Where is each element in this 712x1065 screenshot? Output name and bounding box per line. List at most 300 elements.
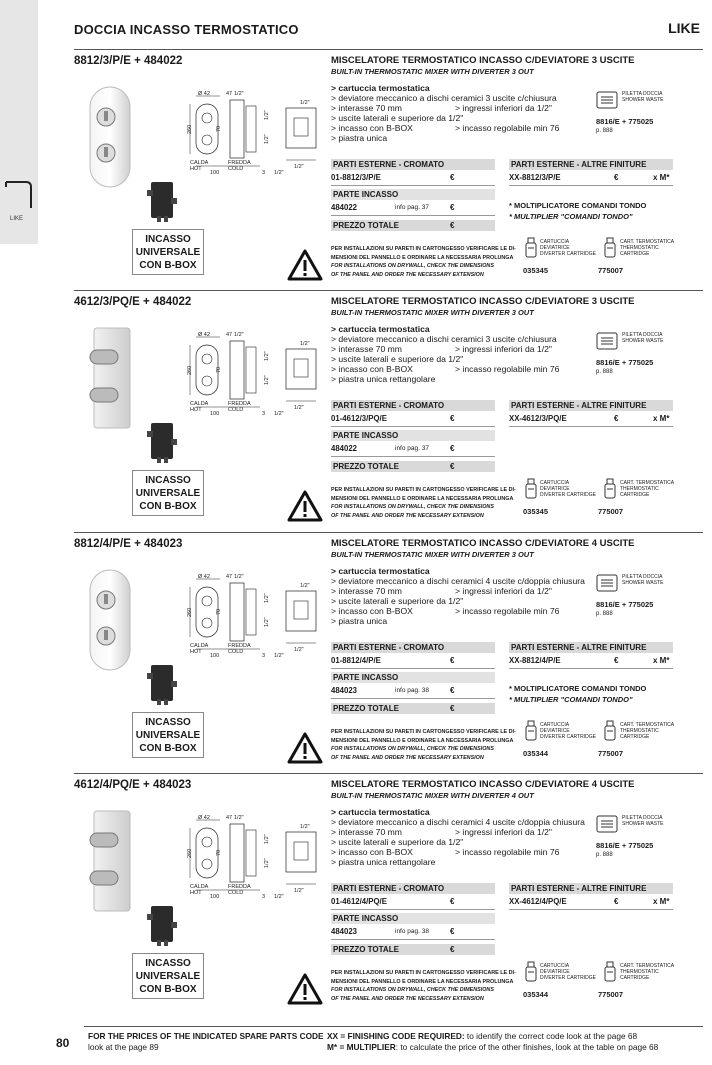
multiplier-note-en: * MULTIPLIER "COMANDI TONDO": [509, 695, 633, 704]
svg-text:3: 3: [262, 170, 266, 176]
other-finishes-code: XX-8812/3/P/E: [509, 173, 561, 182]
box-line: CON B-BOX: [139, 260, 197, 271]
underline: [331, 909, 495, 910]
product-title: MISCELATORE TERMOSTATICO INCASSO C/DEVIATORE 4 USCITE: [331, 538, 635, 549]
feature-item: > ingressi inferiori da 1/2": [455, 344, 552, 354]
underline: [509, 185, 673, 186]
technical-drawing: [187, 573, 324, 665]
cartridge-label-line: DEVIATRICE: [540, 969, 570, 975]
feature-item: > incasso regolabile min 76: [455, 847, 560, 857]
cartridge-label-line: CARTUCCIA: [540, 963, 570, 969]
drywall-warning: [331, 486, 516, 520]
euro-sign: €: [614, 656, 619, 665]
thermostatic-cartridge-icon: [604, 720, 616, 747]
box-line: INCASSO: [145, 717, 191, 728]
chrome-header: PARTI ESTERNE - CROMATO: [331, 642, 495, 653]
incasso-universale-label: [132, 229, 204, 275]
waste-label-line: PILETTA DOCCIA: [622, 815, 663, 821]
svg-text:1/2": 1/2": [300, 341, 310, 347]
thermostatic-cartridge-code: 775007: [598, 266, 624, 275]
cartridge-label-line: CART. TERMOSTATICA: [620, 963, 675, 969]
svg-text:FREDDA: FREDDA: [228, 643, 251, 649]
underline: [509, 909, 673, 910]
svg-text:1/2": 1/2": [264, 858, 270, 868]
svg-text:3: 3: [262, 894, 266, 900]
svg-text:260: 260: [187, 124, 193, 134]
warning-icon: [287, 490, 323, 527]
feature-item: > interasse 70 mm: [331, 103, 402, 113]
warning-line: FOR INSTALLATIONS ON DRYWALL, CHECK THE DIMENSIONS: [331, 746, 494, 752]
warning-line: FOR INSTALLATIONS ON DRYWALL, CHECK THE DIMENSIONS: [331, 987, 494, 993]
feature-item: > piastra unica: [331, 616, 388, 626]
other-finishes-header: PARTI ESTERNE - ALTRE FINITURE: [509, 400, 673, 411]
svg-text:FREDDA: FREDDA: [228, 160, 251, 166]
total-price-label: PREZZO TOTALE: [331, 220, 495, 231]
box-line: UNIVERSALE: [135, 730, 201, 741]
cartridge-label-line: CART. TERMOSTATICA: [620, 239, 675, 245]
feature-item: > incasso con B-BOX: [331, 364, 413, 374]
info-page: [395, 928, 429, 935]
diverter-cartridge-icon: [525, 237, 537, 264]
underline: [331, 698, 495, 699]
shower-waste-icon: [596, 574, 618, 597]
footer-left-regular: look at the page 89: [88, 1042, 159, 1052]
footer-xx-bold: XX = FINISHING CODE REQUIRED:: [327, 1031, 465, 1041]
euro-sign: €: [450, 704, 455, 713]
cartridge-label-line: DIVERTER CARTRIDGE: [540, 251, 596, 257]
incasso-code: 484023: [331, 686, 358, 695]
diverter-cartridge-code: 035344: [523, 990, 549, 999]
svg-text:CALDA: CALDA: [190, 643, 209, 649]
b-box-image: [147, 421, 177, 463]
shower-waste-label: [622, 815, 663, 827]
info-page: [395, 445, 429, 452]
euro-sign: €: [450, 462, 455, 471]
svg-text:47: 47: [226, 91, 233, 97]
technical-drawing: [187, 814, 324, 906]
shower-waste-page: p. 888: [596, 852, 613, 858]
svg-text:260: 260: [187, 848, 193, 858]
product-subtitle: BUILT-IN THERMOSTATIC MIXER WITH DIVERTER 3 OUT: [331, 550, 534, 559]
drywall-warning: [331, 969, 516, 1003]
cartridge-label-line: CARTUCCIA: [540, 239, 570, 245]
svg-text:FREDDA: FREDDA: [228, 401, 251, 407]
section-divider: [74, 773, 703, 774]
warning-line: MENSIONI DEL PANNELLO E ORDINARE LA NECESSARIA PROLUNGA: [331, 737, 514, 744]
incasso-code: 484023: [331, 927, 358, 936]
product-title: MISCELATORE TERMOSTATICO INCASSO C/DEVIATORE 4 USCITE: [331, 779, 635, 790]
feature-item: > incasso con B-BOX: [331, 123, 413, 133]
cartridge-label-line: DEVIATRICE: [540, 245, 570, 251]
footer-spare-parts-note: [88, 1031, 324, 1053]
svg-text:3: 3: [262, 653, 266, 659]
product-title: MISCELATORE TERMOSTATICO INCASSO C/DEVIATORE 3 USCITE: [331, 55, 635, 66]
diverter-cartridge-label: [540, 722, 596, 740]
svg-text:1/2": 1/2": [294, 888, 304, 894]
cartridge-label-line: CART. TERMOSTATICA: [620, 722, 675, 728]
svg-text:100: 100: [210, 653, 220, 659]
svg-text:Ø 42: Ø 42: [198, 332, 210, 338]
warning-line: OF THE PANEL AND ORDER THE NECESSARY EXTENSION: [331, 512, 484, 519]
warning-line: FOR INSTALLATIONS ON DRYWALL, CHECK THE DIMENSIONS: [331, 263, 494, 269]
chrome-header: PARTI ESTERNE - CROMATO: [331, 159, 495, 170]
feature-item: > deviatore meccanico a dischi ceramici 3 uscite c/chiusura: [331, 93, 557, 103]
svg-text:Ø 42: Ø 42: [198, 91, 210, 97]
shower-waste-code: 8816/E + 775025: [596, 117, 654, 126]
incasso-header: PARTE INCASSO: [331, 189, 495, 200]
svg-text:COLD: COLD: [228, 649, 244, 655]
warning-line: PER INSTALLAZIONI SU PARETI IN CARTONGESSO VERIFICARE LE DI-: [331, 970, 516, 976]
box-line: INCASSO: [145, 234, 191, 245]
box-line: CON B-BOX: [139, 501, 197, 512]
brand-name: LIKE: [668, 20, 700, 36]
footer-divider: [84, 1026, 703, 1027]
info-page-number: 37: [421, 445, 429, 452]
feature-item: > deviatore meccanico a dischi ceramici 3 uscite c/chiusura: [331, 334, 557, 344]
chrome-code: 01-4612/4/PQ/E: [331, 897, 387, 906]
cartridge-label-line: DIVERTER CARTRIDGE: [540, 492, 596, 498]
info-page-number: 37: [421, 204, 429, 211]
cartridge-label-line: THERMOSTATIC: [620, 728, 659, 734]
drywall-warning: [331, 245, 516, 279]
product-code: 8812/4/P/E + 484023: [74, 538, 183, 550]
warning-line: MENSIONI DEL PANNELLO E ORDINARE LA NECESSARIA PROLUNGA: [331, 495, 514, 502]
feature-item: > piastra unica: [331, 133, 388, 143]
svg-text:70: 70: [216, 125, 222, 132]
svg-text:47: 47: [226, 574, 233, 580]
underline: [331, 215, 495, 216]
sidebar-label: LIKE: [10, 216, 24, 222]
euro-sign: €: [450, 686, 455, 695]
rectangular-mixer-image: [84, 326, 140, 432]
other-finishes-header: PARTI ESTERNE - ALTRE FINITURE: [509, 883, 673, 894]
product-section: [0, 296, 712, 536]
euro-sign: €: [614, 414, 619, 423]
product-section: [0, 779, 712, 1019]
svg-text:HOT: HOT: [190, 890, 202, 896]
round-mixer-image: [84, 85, 140, 191]
svg-text:Ø 42: Ø 42: [198, 815, 210, 821]
multiplier: x M*: [653, 173, 670, 182]
svg-text:1/2": 1/2": [264, 375, 270, 385]
feature-item: > uscite laterali e superiore da 1/2": [331, 837, 464, 847]
underline: [509, 426, 673, 427]
euro-sign: €: [450, 173, 455, 182]
svg-text:HOT: HOT: [190, 166, 202, 172]
product-subtitle: BUILT-IN THERMOSTATIC MIXER WITH DIVERTER 4 OUT: [331, 791, 534, 800]
warning-line: OF THE PANEL AND ORDER THE NECESSARY EXTENSION: [331, 754, 484, 761]
footer-m-regular: : to calculate the price of the other finishes, look at the table on page 68: [395, 1042, 659, 1052]
feature-item: > deviatore meccanico a dischi ceramici 4 uscite c/doppia chiusura: [331, 817, 585, 827]
svg-text:1/2": 1/2": [264, 110, 270, 120]
svg-text:1/2": 1/2": [234, 91, 244, 97]
incasso-universale-label: [132, 953, 204, 999]
cartridge-label-line: THERMOSTATIC: [620, 969, 659, 975]
footer-m-bold: M* = MULTIPLIER: [327, 1042, 396, 1052]
underline: [509, 668, 673, 669]
waste-label-line: PILETTA DOCCIA: [622, 91, 663, 97]
euro-sign: €: [614, 897, 619, 906]
feature-item: > ingressi inferiori da 1/2": [455, 827, 552, 837]
diverter-cartridge-code: 035344: [523, 749, 549, 758]
svg-text:260: 260: [187, 607, 193, 617]
box-line: CON B-BOX: [139, 984, 197, 995]
info-page-number: 38: [421, 687, 429, 694]
thermostatic-cartridge-label: [620, 963, 674, 981]
feature-item: > incasso regolabile min 76: [455, 364, 560, 374]
incasso-header: PARTE INCASSO: [331, 672, 495, 683]
waste-label-line: PILETTA DOCCIA: [622, 332, 663, 338]
cartridge-label-line: CART. TERMOSTATICA: [620, 480, 675, 486]
section-divider: [74, 290, 703, 291]
section-divider: [74, 532, 703, 533]
info-page-number: 38: [421, 928, 429, 935]
page-title: DOCCIA INCASSO TERMOSTATICO: [74, 22, 299, 37]
product-title: MISCELATORE TERMOSTATICO INCASSO C/DEVIATORE 3 USCITE: [331, 296, 635, 307]
multiplier: x M*: [653, 656, 670, 665]
technical-drawing: [187, 331, 324, 423]
cartridge-label-line: CARTRIDGE: [620, 251, 650, 257]
svg-text:1/2": 1/2": [274, 894, 284, 900]
chrome-header: PARTI ESTERNE - CROMATO: [331, 883, 495, 894]
warning-line: OF THE PANEL AND ORDER THE NECESSARY EXTENSION: [331, 271, 484, 278]
chrome-header: PARTI ESTERNE - CROMATO: [331, 400, 495, 411]
waste-label-line: SHOWER WASTE: [622, 97, 664, 103]
box-line: UNIVERSALE: [135, 488, 201, 499]
total-price-label: PREZZO TOTALE: [331, 461, 495, 472]
svg-text:100: 100: [210, 411, 220, 417]
page-number: 80: [56, 1036, 70, 1050]
product-subtitle: BUILT-IN THERMOSTATIC MIXER WITH DIVERTER 3 OUT: [331, 308, 534, 317]
warning-icon: [287, 249, 323, 286]
diverter-cartridge-label: [540, 239, 596, 257]
shower-waste-code: 8816/E + 775025: [596, 358, 654, 367]
feature-item: > deviatore meccanico a dischi ceramici 4 uscite c/doppia chiusura: [331, 576, 585, 586]
svg-text:1/2": 1/2": [264, 134, 270, 144]
svg-text:260: 260: [187, 365, 193, 375]
svg-text:47: 47: [226, 815, 233, 821]
feature-item: > uscite laterali e superiore da 1/2": [331, 113, 464, 123]
info-prefix: info pag.: [395, 445, 420, 452]
shower-waste-code: 8816/E + 775025: [596, 600, 654, 609]
diverter-cartridge-code: 035345: [523, 507, 549, 516]
feature-item: > incasso con B-BOX: [331, 606, 413, 616]
info-prefix: info pag.: [395, 204, 420, 211]
cartridge-label-line: CARTRIDGE: [620, 492, 650, 498]
underline: [331, 426, 495, 427]
feature-item: > cartuccia termostatica: [331, 566, 430, 576]
underline: [331, 939, 495, 940]
svg-text:47: 47: [226, 332, 233, 338]
incasso-universale-label: [132, 712, 204, 758]
chrome-code: 01-4612/3/PQ/E: [331, 414, 387, 423]
svg-text:1/2": 1/2": [300, 100, 310, 106]
svg-text:COLD: COLD: [228, 407, 244, 413]
info-prefix: info pag.: [395, 687, 420, 694]
svg-text:1/2": 1/2": [294, 405, 304, 411]
svg-text:1/2": 1/2": [234, 815, 244, 821]
diverter-cartridge-icon: [525, 961, 537, 988]
warning-line: MENSIONI DEL PANNELLO E ORDINARE LA NECESSARIA PROLUNGA: [331, 978, 514, 985]
box-line: INCASSO: [145, 475, 191, 486]
incasso-header: PARTE INCASSO: [331, 430, 495, 441]
svg-text:1/2": 1/2": [300, 583, 310, 589]
euro-sign: €: [614, 173, 619, 182]
euro-sign: €: [450, 221, 455, 230]
warning-line: FOR INSTALLATIONS ON DRYWALL, CHECK THE DIMENSIONS: [331, 504, 494, 510]
cartridge-label-line: CARTRIDGE: [620, 734, 650, 740]
svg-text:1/2": 1/2": [274, 170, 284, 176]
footer-legend: [327, 1031, 658, 1053]
box-line: UNIVERSALE: [135, 971, 201, 982]
svg-text:1/2": 1/2": [234, 574, 244, 580]
feature-item: > incasso regolabile min 76: [455, 123, 560, 133]
underline: [331, 456, 495, 457]
warning-line: MENSIONI DEL PANNELLO E ORDINARE LA NECESSARIA PROLUNGA: [331, 254, 514, 261]
chrome-code: 01-8812/4/P/E: [331, 656, 381, 665]
warning-line: PER INSTALLAZIONI SU PARETI IN CARTONGESSO VERIFICARE LE DI-: [331, 487, 516, 493]
waste-label-line: PILETTA DOCCIA: [622, 574, 663, 580]
diverter-cartridge-label: [540, 480, 596, 498]
waste-label-line: SHOWER WASTE: [622, 821, 664, 827]
cartridge-label-line: CARTUCCIA: [540, 722, 570, 728]
multiplier-note-it: * MOLTIPLICATORE COMANDI TONDO: [509, 684, 647, 693]
product-code: 4612/3/PQ/E + 484022: [74, 296, 192, 308]
cartridge-label-line: THERMOSTATIC: [620, 486, 659, 492]
warning-line: PER INSTALLAZIONI SU PARETI IN CARTONGESSO VERIFICARE LE DI-: [331, 246, 516, 252]
thermostatic-cartridge-label: [620, 239, 674, 257]
svg-text:3: 3: [262, 411, 266, 417]
euro-sign: €: [450, 444, 455, 453]
product-code: 4612/4/PQ/E + 484023: [74, 779, 192, 791]
feature-item: > uscite laterali e superiore da 1/2": [331, 596, 464, 606]
feature-item: > incasso regolabile min 76: [455, 606, 560, 616]
svg-text:1/2": 1/2": [264, 617, 270, 627]
b-box-image: [147, 904, 177, 946]
footer-left-bold: FOR THE PRICES OF THE INDICATED SPARE PARTS CODE: [88, 1031, 324, 1041]
svg-text:HOT: HOT: [190, 649, 202, 655]
warning-icon: [287, 973, 323, 1010]
svg-text:COLD: COLD: [228, 166, 244, 172]
diverter-cartridge-code: 035345: [523, 266, 549, 275]
box-line: UNIVERSALE: [135, 247, 201, 258]
shower-waste-code: 8816/E + 775025: [596, 841, 654, 850]
thermostatic-cartridge-icon: [604, 961, 616, 988]
shower-waste-page: p. 888: [596, 611, 613, 617]
waste-label-line: SHOWER WASTE: [622, 580, 664, 586]
other-finishes-header: PARTI ESTERNE - ALTRE FINITURE: [509, 642, 673, 653]
shower-waste-icon: [596, 332, 618, 355]
shower-waste-page: p. 888: [596, 128, 613, 134]
cartridge-label-line: DEVIATRICE: [540, 486, 570, 492]
incasso-code: 484022: [331, 444, 358, 453]
svg-text:COLD: COLD: [228, 890, 244, 896]
svg-text:1/2": 1/2": [274, 653, 284, 659]
thermostatic-cartridge-code: 775007: [598, 749, 624, 758]
other-finishes-code: XX-4612/3/PQ/E: [509, 414, 567, 423]
cartridge-label-line: DIVERTER CARTRIDGE: [540, 975, 596, 981]
product-section: [0, 538, 712, 778]
shower-waste-label: [622, 332, 663, 344]
product-section: [0, 55, 712, 295]
thermostatic-cartridge-icon: [604, 237, 616, 264]
feature-item: > interasse 70 mm: [331, 344, 402, 354]
product-code: 8812/3/P/E + 484022: [74, 55, 183, 67]
thermostatic-cartridge-icon: [604, 478, 616, 505]
svg-text:1/2": 1/2": [234, 332, 244, 338]
svg-text:1/2": 1/2": [264, 593, 270, 603]
svg-text:FREDDA: FREDDA: [228, 884, 251, 890]
other-finishes-header: PARTI ESTERNE - ALTRE FINITURE: [509, 159, 673, 170]
shower-waste-page: p. 888: [596, 369, 613, 375]
technical-drawing: [187, 90, 324, 182]
multiplier-note-it: * MOLTIPLICATORE COMANDI TONDO: [509, 201, 647, 210]
euro-sign: €: [450, 945, 455, 954]
euro-sign: €: [450, 203, 455, 212]
svg-text:100: 100: [210, 170, 220, 176]
waste-label-line: SHOWER WASTE: [622, 338, 664, 344]
underline: [331, 185, 495, 186]
shower-waste-icon: [596, 815, 618, 838]
feature-item: > interasse 70 mm: [331, 827, 402, 837]
b-box-image: [147, 180, 177, 222]
svg-text:CALDA: CALDA: [190, 401, 209, 407]
multiplier: x M*: [653, 414, 670, 423]
svg-text:1/2": 1/2": [300, 824, 310, 830]
diverter-cartridge-icon: [525, 720, 537, 747]
box-line: INCASSO: [145, 958, 191, 969]
svg-text:100: 100: [210, 894, 220, 900]
feature-item: > cartuccia termostatica: [331, 324, 430, 334]
euro-sign: €: [450, 414, 455, 423]
cartridge-label-line: THERMOSTATIC: [620, 245, 659, 251]
info-page: [395, 687, 429, 694]
svg-text:CALDA: CALDA: [190, 884, 209, 890]
other-finishes-code: XX-4612/4/PQ/E: [509, 897, 567, 906]
feature-item: > piastra unica rettangolare: [331, 857, 436, 867]
incasso-header: PARTE INCASSO: [331, 913, 495, 924]
svg-text:1/2": 1/2": [264, 834, 270, 844]
drywall-warning: [331, 728, 516, 762]
svg-text:CALDA: CALDA: [190, 160, 209, 166]
cartridge-label-line: DIVERTER CARTRIDGE: [540, 734, 596, 740]
feature-item: > piastra unica rettangolare: [331, 374, 436, 384]
cartridge-label-line: CARTRIDGE: [620, 975, 650, 981]
b-box-image: [147, 663, 177, 705]
thermostatic-cartridge-code: 775007: [598, 990, 624, 999]
info-prefix: info pag.: [395, 928, 420, 935]
multiplier-note-en: * MULTIPLIER "COMANDI TONDO": [509, 212, 633, 221]
svg-text:70: 70: [216, 366, 222, 373]
round-mixer-image: [84, 568, 140, 674]
feature-item: > cartuccia termostatica: [331, 807, 430, 817]
feature-item: > uscite laterali e superiore da 1/2": [331, 354, 464, 364]
feature-item: > cartuccia termostatica: [331, 83, 430, 93]
shower-waste-icon: [596, 91, 618, 114]
warning-line: PER INSTALLAZIONI SU PARETI IN CARTONGESSO VERIFICARE LE DI-: [331, 729, 516, 735]
rectangular-mixer-image: [84, 809, 140, 915]
footer-xx-regular: to identify the correct code look at the page 68: [464, 1031, 638, 1041]
svg-text:Ø 42: Ø 42: [198, 574, 210, 580]
box-line: CON B-BOX: [139, 743, 197, 754]
feature-item: > interasse 70 mm: [331, 586, 402, 596]
svg-text:1/2": 1/2": [274, 411, 284, 417]
total-price-label: PREZZO TOTALE: [331, 703, 495, 714]
other-finishes-code: XX-8812/4/P/E: [509, 656, 561, 665]
chrome-code: 01-8812/3/P/E: [331, 173, 381, 182]
product-subtitle: BUILT-IN THERMOSTATIC MIXER WITH DIVERTER 3 OUT: [331, 67, 534, 76]
incasso-code: 484022: [331, 203, 358, 212]
